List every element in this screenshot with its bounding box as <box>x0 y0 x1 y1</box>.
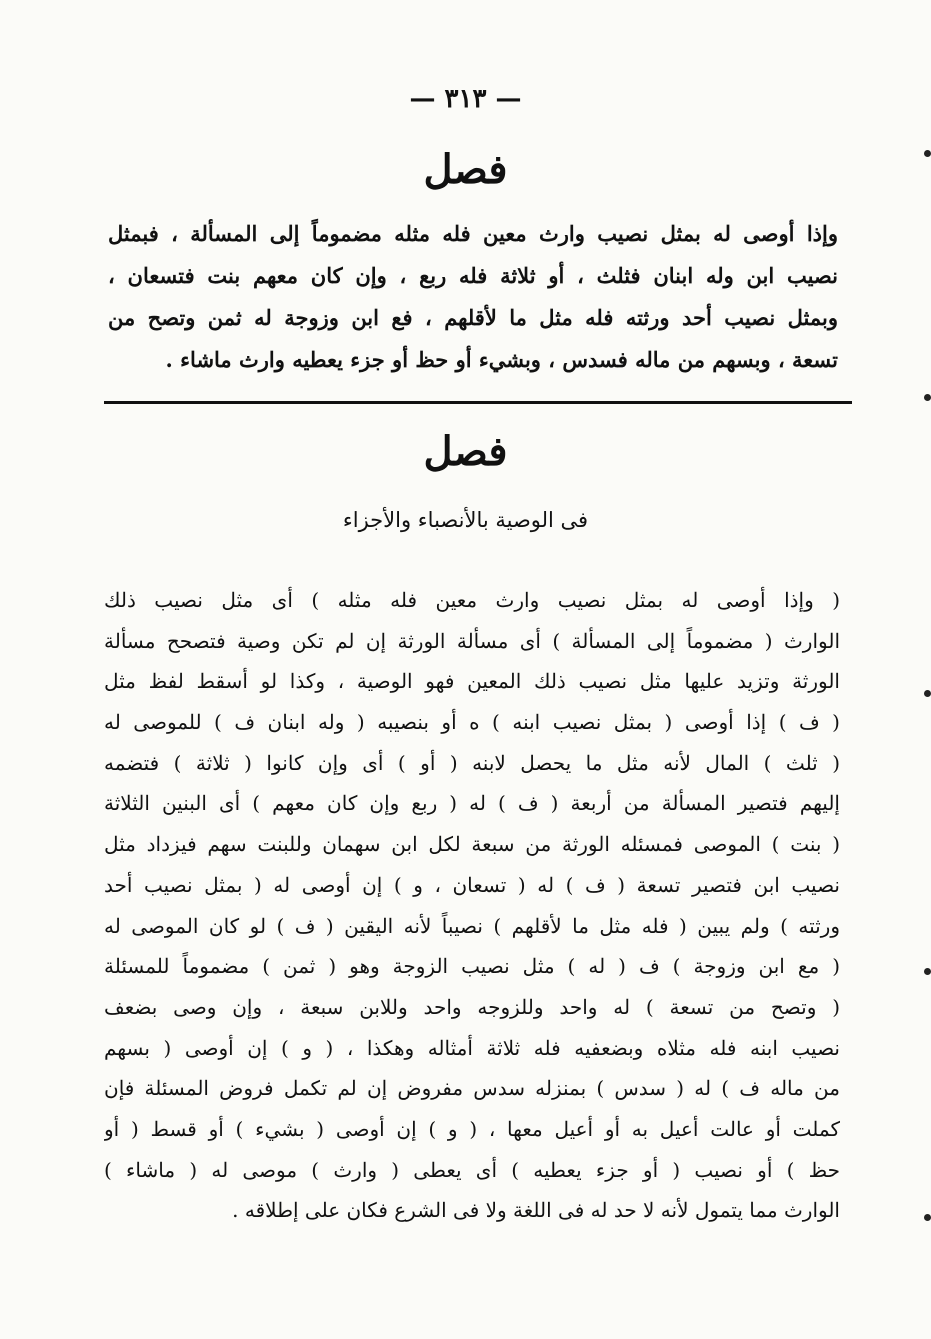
margin-hole-mark <box>924 1214 931 1221</box>
sharh-line: الوارث ( مضموماً إلى المسألة ) أى مسألة الورثة إن لم تكن وصية فتصحح مسألة <box>104 628 840 653</box>
sharh-line: ( وإذا أوصى له بمثل نصيب وارث معين فله مثله ) أى مثل نصيب ذلك <box>104 588 840 612</box>
sharh-text-block <box>104 580 840 1231</box>
sharh-line: نصيب ابنه فله مثلاه وبضعفيه فله ثلاثة أمثاله وهكذا ، ( و ) إن أوصى ( بسهم <box>104 1035 840 1060</box>
sharh-heading: فصل <box>423 428 508 475</box>
sharh-line: ( ثلث ) المال لأنه مثل ما يحصل لابنه ( أو ) أى وإن كانوا ( ثلاثة ) فتضمه <box>104 750 840 775</box>
matn-heading: فصل <box>423 146 508 193</box>
matn-line: نصيب ابن وله ابنان فثلث ، أو ثلاثة فله ربع ، وإن كان معهم بنت فتسعان ، <box>108 263 838 288</box>
sharh-line: ( مع ابن وزوجة ) ف ( له ) مثل نصيب الزوجة وهو ( ثمن ) مضموماً للمسئلة <box>104 954 840 979</box>
sharh-line: حظ ) أو نصيب ( أو جزء يعطيه ) أى يعطى ( وارث ) موصى له ( ماشاء ) <box>104 1157 840 1182</box>
matn-line: تسعة ، وبسهم من ماله فسدس ، وبشيء أو حظ أو جزء يعطيه وارث ماشاء . <box>165 347 838 372</box>
section-divider <box>104 401 852 404</box>
sharh-line: الوارث مما يتمول لأنه لا حد له فى اللغة ولا فى الشرع فكان على إطلاقه . <box>232 1198 840 1223</box>
sharh-line: كملت أو عالت أعيل به أو أعيل معها ، ( و ) إن أوصى ( بشيء ) أو قسط ( أو <box>104 1116 840 1141</box>
sharh-line: ( ف ) إذا أوصى ( بمثل نصيب ابنه ) ه أو بنصيبه ( وله ابنان ف ) للموصى له <box>104 710 840 735</box>
sharh-line: إليهم فتصير المسألة من أربعة ( ف ) له ( ربع وإن كان معهم ) أى البنين الثلاثة <box>104 791 840 816</box>
margin-hole-mark <box>924 968 931 975</box>
sharh-line: ( بنت ) الموصى فمسئله الورثة من سبعة لكل ابن سهمان وللبنت سهم فيزداد مثل <box>104 832 840 857</box>
matn-text-block <box>108 213 838 381</box>
sharh-line: ( وتصح من تسعة ) له واحد وللزوجه واحد وللابن سبعة ، وإن وصى بضعف <box>104 994 840 1019</box>
sharh-line: الورثة وتزيد عليها مثل نصيب ذلك المعين فهو الوصية ، وكذا لو أسقط لفظ مثل <box>104 669 840 694</box>
sharh-subheading: فى الوصية بالأنصباء والأجزاء <box>342 508 589 532</box>
sharh-line: من ماله ف ) له ( سدس ) بمنزله سدس مفروض إن لم تكمل فروض المسئلة فإن <box>104 1076 840 1101</box>
sharh-line: ورثته ) ولم يبين ( فله مثل ما لأقلهم ) نصيباً لأنه اليقين ( ف ) لو كان الموصى له <box>104 913 840 938</box>
matn-line: وإذا أوصى له بمثل نصيب وارث معين فله مثله مضموماً إلى المسألة ، فبمثل <box>108 221 838 246</box>
margin-hole-mark <box>924 690 931 697</box>
margin-hole-mark <box>924 394 931 401</box>
sharh-line: نصيب ابن فتصير تسعة ( ف ) له ( تسعان ، و ) إن أوصى له ( بمثل نصيب أحد <box>104 872 840 897</box>
page-number: — ٣١٣ — <box>409 84 522 114</box>
margin-hole-mark <box>924 150 931 157</box>
matn-line: وبمثل نصيب أحد ورثته فله مثل ما لأقلهم ، فع ابن وزوجة له ثمن وتصح من <box>108 305 838 330</box>
